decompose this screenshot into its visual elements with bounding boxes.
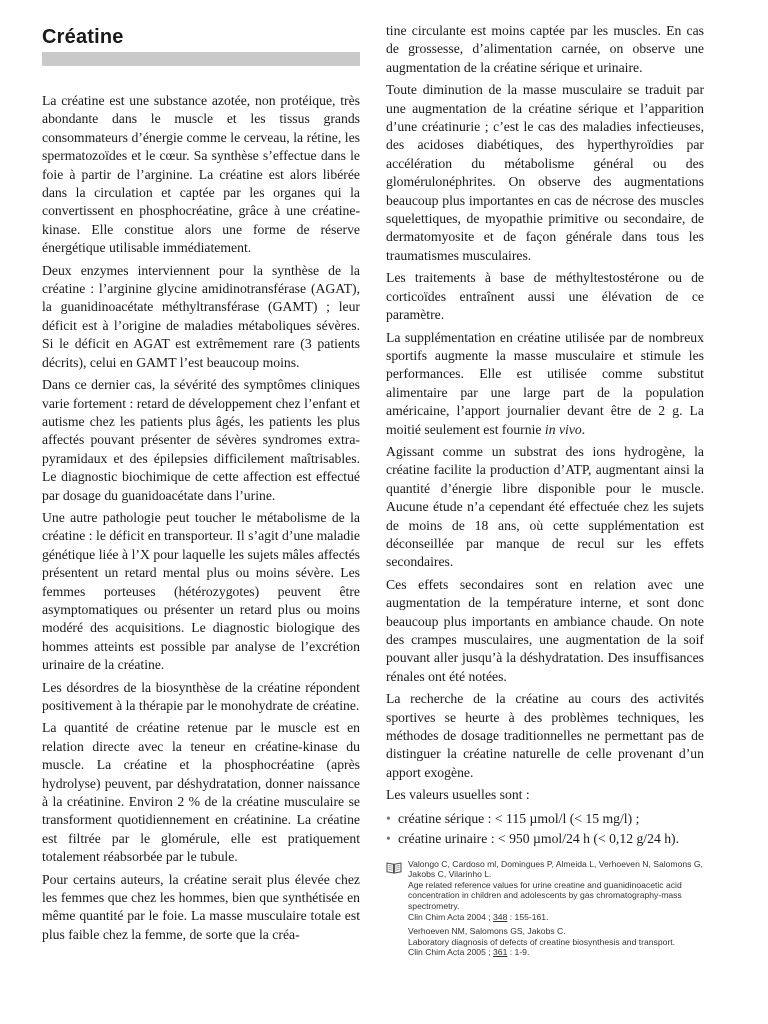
reference-journal-name: Clin Chim Acta 2004 ;	[408, 911, 494, 922]
reference-journal	[408, 947, 704, 958]
paragraph: Pour certains auteurs, la créatine serait plus élevée chez les femmes que chez les hommes, bien que synthétisée en même quantité par le foie. La masse musculaire totale est plus faible chez la femme, de sorte que la créa-	[42, 871, 360, 942]
title-rule	[42, 52, 360, 66]
paragraph: Ces effets secondaires sont en relation avec une augmentation de la température interne, et sont donc beaucoup plus importants en ambiance chaude. On note des crampes musculaires, une augmentation de la soif pouvant aller jusqu’à la déshydratation. Des insuffisances rénales ont été notées.	[386, 576, 704, 684]
reference-authors: Valongo C, Cardoso ml, Domingues P, Almeida L, Verhoeven N, Salomons G, Jakobs C, Vilarinho L.	[408, 858, 703, 880]
paragraph: La créatine est une substance azotée, non protéique, très abondante dans le muscle et les tissus grands consommateurs d’énergie comme le cerveau, la rétine, les spermatozoïdes et le cœur. Sa synthèse s’effectue dans le foie à partir de l’arginine. La créatine est alors libérée dans la circulation et captée par les organes qui la convertissent en phosphocréatine, grâce à une créatine-kinase. Elle constitue alors une forme de réserve énergétique utilisable immédiatement.	[42, 93, 360, 256]
paragraph: Dans ce dernier cas, la sévérité des symptômes cliniques varie fortement : retard de développement chez l’enfant et autisme chez les patients plus âgés, les patients les plus affectés pouvant présenter de sévères syndromes extra-pyramidaux et des épilepsies difficilement maîtrisables. Le diagnostic biochimique de cette affection est effectué par dosage du guanidoacétate dans l’urine.	[42, 377, 360, 503]
paragraph: Les désordres de la biosynthèse de la créatine répondent positivement à la thérapie par le monohydrate de créatine.	[42, 679, 360, 713]
in-vivo-text: in vivo	[544, 421, 582, 437]
reference-volume: 361	[493, 947, 508, 958]
usual-values-list	[386, 809, 704, 849]
paragraph: La recherche de la créatine au cours des activités sportives se heurte à des problèmes techniques, les méthodes de dosage traditionnelles ne permettant pas de distinguer la créatine naturelle de celle provenant d’un apport exogène.	[386, 691, 704, 780]
references-list	[408, 859, 704, 962]
reference-item	[408, 859, 704, 923]
bullet-icon: •	[386, 810, 391, 826]
list-item	[386, 829, 704, 849]
supplement-paragraph	[386, 329, 704, 439]
supplement-text: La supplémentation en créatine utilisée par de nombreux sportifs augmente la masse musculaire et stimule les performances. Elle est utilisée comme substitut alimentaire par une large part de la population américaine, l’apport journalier devant être de 2 g. La moitié seulement est fournie	[386, 329, 704, 437]
supplement-end: .	[581, 421, 586, 437]
reference-pages: : 155-161.	[507, 911, 549, 922]
reference-authors: Verhoeven NM, Salomons GS, Jakobs C.	[408, 926, 566, 937]
list-item	[386, 809, 704, 829]
open-book-icon	[386, 859, 408, 962]
bullet-icon: •	[386, 830, 391, 846]
paragraph: Agissant comme un substrat des ions hydrogène, la créatine facilite la production d’ATP, augmentant ainsi la quantité d’énergie libre disponible pour le muscle. Aucune étude n’a cependant été effectuée chez les sujets de moins de 18 ans, où cette supplémentation est déconseillée par manque de recul sur les effets secondaires.	[386, 443, 704, 570]
paragraph: Deux enzymes interviennent pour la synthèse de la créatine : l’arginine glycine amidinotransférase (AGAT), la guanidinoacétate méthyltransférase (GAMT) ; leur déficit est à l’origine de maladies métaboliques sévères. Si le déficit en AGAT est extrêmement rare (3 patients décrits), celui en GAMT l’est beaucoup moins.	[42, 262, 360, 370]
reference-item	[408, 926, 704, 958]
reference-title: Age related reference values for urine creatine and guanidinoacetic acid concentration in children and adolescents by gas chromatography-mass spectrometry.	[408, 879, 682, 912]
reference-journal-name: Clin Chim Acta 2005 ;	[408, 947, 494, 958]
paragraph: La quantité de créatine retenue par le muscle est en relation directe avec la teneur en créatine-kinase du muscle. La créatine et la phosphocréatine (après hydrolyse) peuvent, par déshydratation, donner naissance à la créatinine. Environ 2 % de la créatine musculaire se transforment quotidiennement en créatinine. La créatine est filtrée par le glomérule, elle est pratiquement totalement réabsorbée par le tubule.	[42, 720, 360, 865]
reference-pages: : 1-9.	[507, 947, 530, 958]
value-text: créatine urinaire : < 950 µmol/24 h (< 0,12 g/24 h).	[398, 830, 680, 846]
reference-volume: 348	[493, 911, 508, 922]
left-column	[42, 0, 360, 948]
reference-journal	[408, 912, 704, 923]
right-column	[386, 22, 704, 962]
value-text: créatine sérique : < 115 µmol/l (< 15 mg/l) ;	[398, 810, 640, 826]
reference-title: Laboratory diagnosis of defects of creatine biosynthesis and transport.	[408, 936, 676, 947]
paragraph: tine circulante est moins captée par les muscles. En cas de grossesse, d’alimentation carnée, on observe une augmentation de la créatine sérique et urinaire.	[386, 23, 704, 75]
paragraph: Les traitements à base de méthyltestostérone ou de corticoïdes entraînent aussi une élévation de ce paramètre.	[386, 270, 704, 323]
page-title: Créatine	[42, 26, 124, 48]
paragraph: Une autre pathologie peut toucher le métabolisme de la créatine : le déficit en transporteur. Il s’agit d’une maladie génétique liée à l’X pour laquelle les sujets mâles affectés présentent un retard mental plus ou moins sévère. Les femmes porteuses (hétérozygotes) peuvent être asymptomatiques ou présenter un retard plus ou moins modéré des acquisitions. Le diagnostic biologique des hommes atteints est possible par analyse de l’excrétion urinaire de la créatine.	[42, 509, 360, 673]
usual-values-heading: Les valeurs usuelles sont :	[386, 787, 530, 803]
paragraph: Toute diminution de la masse musculaire se traduit par une augmentation de la créatine sérique et l’apparition d’une créatinurie ; c’est le cas des maladies infectieuses, des acidoses diabétiques, des hyperthyroïdies par accélération du métabolisme général ou des glomérulonéphrites. On observe des augmentations beaucoup plus importantes en cas de nécrose des muscles squelettiques, de myopathie primitive ou secondaire, de dermatomyosite et de façon générale dans tous les traumatismes musculaires.	[386, 82, 704, 263]
references-block	[386, 859, 704, 962]
